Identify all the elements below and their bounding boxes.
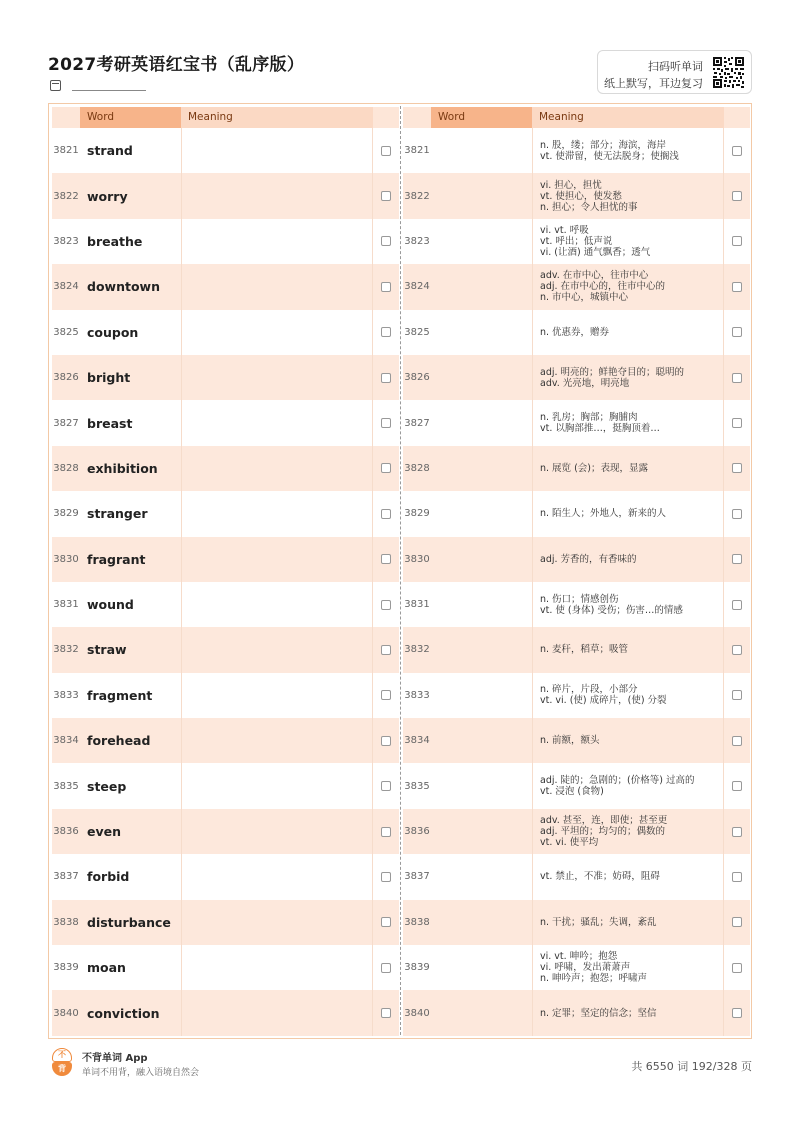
meaning-line: vt. 使 (身体) 受伤；伤害…的情感 <box>540 604 683 616</box>
left-rows <box>52 128 399 1036</box>
review-checkbox[interactable] <box>732 1008 742 1018</box>
table-row <box>52 310 399 355</box>
word-blank[interactable] <box>431 173 532 218</box>
review-checkbox[interactable] <box>381 690 391 700</box>
word-number: 3838 <box>53 916 79 928</box>
meaning-line: vt. vi. 使平均 <box>540 837 599 849</box>
word-text: conviction <box>80 990 181 1035</box>
review-checkbox[interactable] <box>732 963 742 973</box>
meaning-blank[interactable] <box>181 990 373 1035</box>
word-number: 3835 <box>53 780 79 792</box>
review-checkbox[interactable] <box>381 1008 391 1018</box>
word-number: 3828 <box>404 462 430 474</box>
word-text: exhibition <box>80 446 181 491</box>
meaning-line: vt. 以胸部推…，挺胸顶着… <box>540 423 660 435</box>
meaning-line: adv. 甚至，连，即使；甚至更 <box>540 815 668 827</box>
table-row <box>52 400 399 445</box>
meaning-blank[interactable] <box>181 491 373 536</box>
table-row <box>52 264 399 309</box>
table-row <box>403 400 750 445</box>
table-row <box>403 673 750 718</box>
review-checkbox[interactable] <box>381 917 391 927</box>
app-logo-icon <box>52 1048 74 1077</box>
table-row <box>52 627 399 672</box>
word-text: even <box>80 809 181 854</box>
meaning-text <box>532 491 724 536</box>
meaning-line: adj. 陡的；急剧的；(价格等) 过高的 <box>540 775 695 787</box>
word-text: disturbance <box>80 900 181 945</box>
review-checkbox[interactable] <box>381 373 391 383</box>
meaning-line: n. 担心；令人担忧的事 <box>540 201 638 213</box>
logo-bottom-char: 背 <box>52 1062 72 1076</box>
review-checkbox[interactable] <box>732 872 742 882</box>
meaning-line: n. 股，缕；部分；海滨，海岸 <box>540 139 667 151</box>
word-blank[interactable] <box>431 128 532 173</box>
promo-line-2: 纸上默写，耳边复习 <box>604 77 703 90</box>
meaning-text <box>532 809 724 854</box>
word-number: 3839 <box>404 962 430 974</box>
meaning-line: vt. 使滞留，使无法脱身；使搁浅 <box>540 150 679 162</box>
review-checkbox[interactable] <box>732 327 742 337</box>
word-blank[interactable] <box>431 673 532 718</box>
meaning-blank[interactable] <box>181 627 373 672</box>
meaning-line: n. 前额，额头 <box>540 735 600 747</box>
table-row <box>403 173 750 218</box>
review-checkbox[interactable] <box>732 509 742 519</box>
word-number: 3839 <box>53 962 79 974</box>
meaning-blank[interactable] <box>181 173 373 218</box>
meaning-line: vi. 呼啸，发出萧萧声 <box>540 962 631 974</box>
meaning-line: n. 干扰；骚乱；失调，紊乱 <box>540 916 657 928</box>
table-row <box>52 990 399 1035</box>
word-number: 3826 <box>53 372 79 384</box>
meaning-blank[interactable] <box>181 537 373 582</box>
promo-line-1: 扫码听单词 <box>648 60 703 73</box>
word-number: 3829 <box>404 508 430 520</box>
word-number: 3834 <box>53 735 79 747</box>
word-text: moan <box>87 960 126 976</box>
review-checkbox[interactable] <box>732 191 742 201</box>
word-number: 3831 <box>53 599 79 611</box>
review-checkbox[interactable] <box>381 827 391 837</box>
word-blank[interactable] <box>431 809 532 854</box>
word-text: forehead <box>80 718 181 763</box>
meaning-text <box>532 718 724 763</box>
review-checkbox[interactable] <box>381 872 391 882</box>
review-checkbox[interactable] <box>732 827 742 837</box>
table-row <box>52 763 399 808</box>
word-text: worry <box>80 173 181 218</box>
word-number: 3840 <box>53 1007 79 1019</box>
word-sheet <box>48 103 752 1039</box>
table-row <box>52 900 399 945</box>
table-row <box>403 310 750 355</box>
meaning-blank[interactable] <box>181 809 373 854</box>
meaning-blank[interactable] <box>181 310 373 355</box>
table-row <box>403 900 750 945</box>
meaning-line: vt. 呼出；低声说 <box>540 235 613 247</box>
meaning-blank[interactable] <box>181 854 373 899</box>
meaning-line: adv. 在市中心，往市中心 <box>540 270 649 282</box>
left-header <box>52 107 399 128</box>
word-number: 3824 <box>53 281 79 293</box>
word-number: 3832 <box>53 644 79 656</box>
meaning-line: n. 优惠券，赠券 <box>540 326 610 338</box>
meaning-text <box>532 673 724 718</box>
word-text: breathe <box>87 233 143 249</box>
word-number: 3827 <box>53 417 79 429</box>
table-row <box>403 990 750 1035</box>
right-header <box>403 107 750 128</box>
word-number: 3826 <box>404 372 430 384</box>
word-text: coupon <box>87 324 139 340</box>
table-row <box>403 627 750 672</box>
word-number: 3827 <box>404 417 430 429</box>
word-number: 3834 <box>404 735 430 747</box>
meaning-line: n. 市中心，城镇中心 <box>540 292 629 304</box>
review-checkbox[interactable] <box>732 146 742 156</box>
meaning-text <box>532 990 724 1035</box>
review-checkbox[interactable] <box>381 236 391 246</box>
word-blank[interactable] <box>431 355 532 400</box>
word-number: 3830 <box>404 553 430 565</box>
word-column-header: Word <box>431 107 532 128</box>
word-number: 3837 <box>53 871 79 883</box>
meaning-line: n. 伤口；情感创伤 <box>540 593 619 605</box>
word-blank[interactable] <box>431 900 532 945</box>
date-field <box>50 80 146 91</box>
word-number: 3830 <box>53 553 79 565</box>
meaning-line: vi. 担心，担忧 <box>540 179 602 191</box>
left-panel <box>52 107 399 1037</box>
table-row <box>52 355 399 400</box>
word-blank[interactable] <box>431 627 532 672</box>
review-checkbox[interactable] <box>381 191 391 201</box>
meaning-text <box>532 763 724 808</box>
meaning-line: vt. 使担心，使发愁 <box>540 190 622 202</box>
table-row <box>52 491 399 536</box>
meaning-blank[interactable] <box>181 718 373 763</box>
meaning-line: n. 陌生人；外地人，新来的人 <box>540 508 667 520</box>
logo-top-char: 不 <box>52 1048 72 1062</box>
review-checkbox[interactable] <box>381 600 391 610</box>
calendar-icon <box>50 80 61 91</box>
review-checkbox[interactable] <box>381 736 391 746</box>
audio-promo-box <box>597 50 752 94</box>
word-number: 3833 <box>53 689 79 701</box>
table-row <box>52 582 399 627</box>
meaning-blank[interactable] <box>181 128 373 173</box>
meaning-line: n. 麦秆，稻草；吸管 <box>540 644 629 656</box>
word-blank[interactable] <box>431 990 532 1035</box>
word-blank[interactable] <box>431 491 532 536</box>
word-text: stranger <box>87 506 148 522</box>
meaning-blank[interactable] <box>181 355 373 400</box>
meaning-text <box>532 264 724 309</box>
word-number: 3828 <box>53 462 79 474</box>
table-row <box>403 219 750 264</box>
meaning-blank[interactable] <box>181 763 373 808</box>
meaning-line: vt. vi. (使) 成碎片，(使) 分裂 <box>540 695 667 707</box>
word-number: 3831 <box>404 599 430 611</box>
meaning-blank[interactable] <box>181 400 373 445</box>
review-checkbox[interactable] <box>381 282 391 292</box>
meaning-blank[interactable] <box>181 219 373 264</box>
word-number: 3822 <box>53 190 79 202</box>
meaning-text <box>532 310 724 355</box>
meaning-column-header: Meaning <box>181 107 373 128</box>
word-blank[interactable] <box>431 537 532 582</box>
meaning-blank[interactable] <box>181 673 373 718</box>
meaning-column-header: Meaning <box>532 107 724 128</box>
table-row <box>52 446 399 491</box>
word-number: 3829 <box>53 508 79 520</box>
review-checkbox[interactable] <box>381 146 391 156</box>
app-name: 不背单词 App <box>82 1053 148 1064</box>
review-checkbox[interactable] <box>732 236 742 246</box>
table-row <box>403 945 750 990</box>
meaning-text <box>532 355 724 400</box>
table-row <box>403 355 750 400</box>
meaning-text <box>532 854 724 899</box>
word-number: 3822 <box>404 190 430 202</box>
review-checkbox[interactable] <box>732 373 742 383</box>
meaning-line: n. 展览 (会)；表现，显露 <box>540 462 648 474</box>
review-checkbox[interactable] <box>381 509 391 519</box>
table-row <box>403 491 750 536</box>
meaning-line: adj. 明亮的；鲜艳夺目的；聪明的 <box>540 366 685 378</box>
table-row <box>403 582 750 627</box>
word-number: 3833 <box>404 689 430 701</box>
table-row <box>52 128 399 173</box>
meaning-text <box>532 128 724 173</box>
word-blank[interactable] <box>431 310 532 355</box>
word-blank[interactable] <box>431 264 532 309</box>
table-row <box>403 128 750 173</box>
review-checkbox[interactable] <box>732 645 742 655</box>
app-slogan: 单词不用背，融入语境自然会 <box>82 1068 200 1078</box>
table-row <box>403 537 750 582</box>
review-checkbox[interactable] <box>732 418 742 428</box>
meaning-blank[interactable] <box>181 945 373 990</box>
word-text: strand <box>87 143 133 159</box>
review-checkbox[interactable] <box>381 418 391 428</box>
meaning-line: n. 乳房；胸部；胸脯肉 <box>540 412 638 424</box>
word-number: 3821 <box>53 145 79 157</box>
review-checkbox[interactable] <box>732 600 742 610</box>
review-checkbox[interactable] <box>381 645 391 655</box>
word-text: wound <box>87 597 134 613</box>
word-number: 3836 <box>53 826 79 838</box>
table-row <box>52 854 399 899</box>
page-title: 2027考研英语红宝书（乱序版） <box>48 55 305 75</box>
meaning-line: adv. 光亮地，明亮地 <box>540 377 630 389</box>
meaning-text <box>532 582 724 627</box>
word-number: 3835 <box>404 780 430 792</box>
meaning-line: n. 定罪；坚定的信念；坚信 <box>540 1007 657 1019</box>
table-row <box>403 446 750 491</box>
table-row <box>52 809 399 854</box>
word-number: 3823 <box>404 235 430 247</box>
word-number: 3825 <box>53 326 79 338</box>
meaning-text <box>532 627 724 672</box>
review-checkbox[interactable] <box>732 463 742 473</box>
word-blank[interactable] <box>431 854 532 899</box>
meaning-blank[interactable] <box>181 446 373 491</box>
word-number: 3823 <box>53 235 79 247</box>
table-row <box>403 718 750 763</box>
word-number: 3824 <box>404 281 430 293</box>
table-row <box>52 673 399 718</box>
table-row <box>403 264 750 309</box>
meaning-line: vi. (让酒) 通气飘香；透气 <box>540 246 651 258</box>
word-number: 3837 <box>404 871 430 883</box>
word-blank[interactable] <box>431 446 532 491</box>
meaning-text <box>532 945 724 990</box>
review-checkbox[interactable] <box>732 917 742 927</box>
word-blank[interactable] <box>431 219 532 264</box>
word-text: steep <box>87 778 127 794</box>
meaning-blank[interactable] <box>181 264 373 309</box>
review-checkbox[interactable] <box>381 781 391 791</box>
table-row <box>403 763 750 808</box>
word-blank[interactable] <box>431 400 532 445</box>
meaning-text <box>532 173 724 218</box>
word-blank[interactable] <box>431 718 532 763</box>
review-checkbox[interactable] <box>732 781 742 791</box>
meaning-line: vt. 禁止，不准；妨碍，阻碍 <box>540 871 660 883</box>
meaning-text <box>532 446 724 491</box>
meaning-line: vi. vt. 呼吸 <box>540 224 589 236</box>
meaning-line: n. 呻吟声；抱怨；呼啸声 <box>540 973 648 985</box>
word-text: forbid <box>87 869 130 885</box>
right-panel <box>403 107 750 1037</box>
word-text: fragrant <box>80 537 181 582</box>
meaning-text <box>532 900 724 945</box>
date-blank-line <box>72 81 146 91</box>
review-checkbox[interactable] <box>381 963 391 973</box>
review-checkbox[interactable] <box>732 736 742 746</box>
meaning-text <box>532 219 724 264</box>
word-text: straw <box>80 627 181 672</box>
review-checkbox[interactable] <box>381 327 391 337</box>
right-rows <box>403 128 750 1036</box>
word-text: fragment <box>87 687 153 703</box>
word-text: bright <box>80 355 181 400</box>
table-row <box>52 718 399 763</box>
table-row <box>52 945 399 990</box>
meaning-line: vi. vt. 呻吟；抱怨 <box>540 951 618 963</box>
meaning-line: adj. 在市中心的，往市中心的 <box>540 281 666 293</box>
review-checkbox[interactable] <box>732 282 742 292</box>
word-number: 3840 <box>404 1007 430 1019</box>
meaning-text <box>532 400 724 445</box>
word-blank[interactable] <box>431 945 532 990</box>
review-checkbox[interactable] <box>381 463 391 473</box>
meaning-blank[interactable] <box>181 900 373 945</box>
table-row <box>52 537 399 582</box>
word-blank[interactable] <box>431 582 532 627</box>
word-text: downtown <box>80 264 181 309</box>
review-checkbox[interactable] <box>381 554 391 564</box>
meaning-text <box>532 537 724 582</box>
meaning-line: adj. 平坦的；均匀的；偶数的 <box>540 826 666 838</box>
qr-code-icon[interactable] <box>712 56 745 89</box>
page-info: 共 6550 词 192/328 页 <box>631 1060 752 1073</box>
word-number: 3825 <box>404 326 430 338</box>
review-checkbox[interactable] <box>732 554 742 564</box>
table-row <box>52 173 399 218</box>
word-number: 3836 <box>404 826 430 838</box>
word-number: 3838 <box>404 916 430 928</box>
review-checkbox[interactable] <box>732 690 742 700</box>
meaning-blank[interactable] <box>181 582 373 627</box>
meaning-line: n. 碎片，片段，小部分 <box>540 684 638 696</box>
meaning-line: adj. 芳香的，有香味的 <box>540 553 637 565</box>
word-number: 3832 <box>404 644 430 656</box>
meaning-line: vt. 浸泡 (食物) <box>540 786 604 798</box>
word-blank[interactable] <box>431 763 532 808</box>
table-row <box>403 854 750 899</box>
word-number: 3821 <box>404 145 430 157</box>
table-row <box>52 219 399 264</box>
word-text: breast <box>87 415 133 431</box>
table-row <box>403 809 750 854</box>
word-column-header: Word <box>80 107 181 128</box>
